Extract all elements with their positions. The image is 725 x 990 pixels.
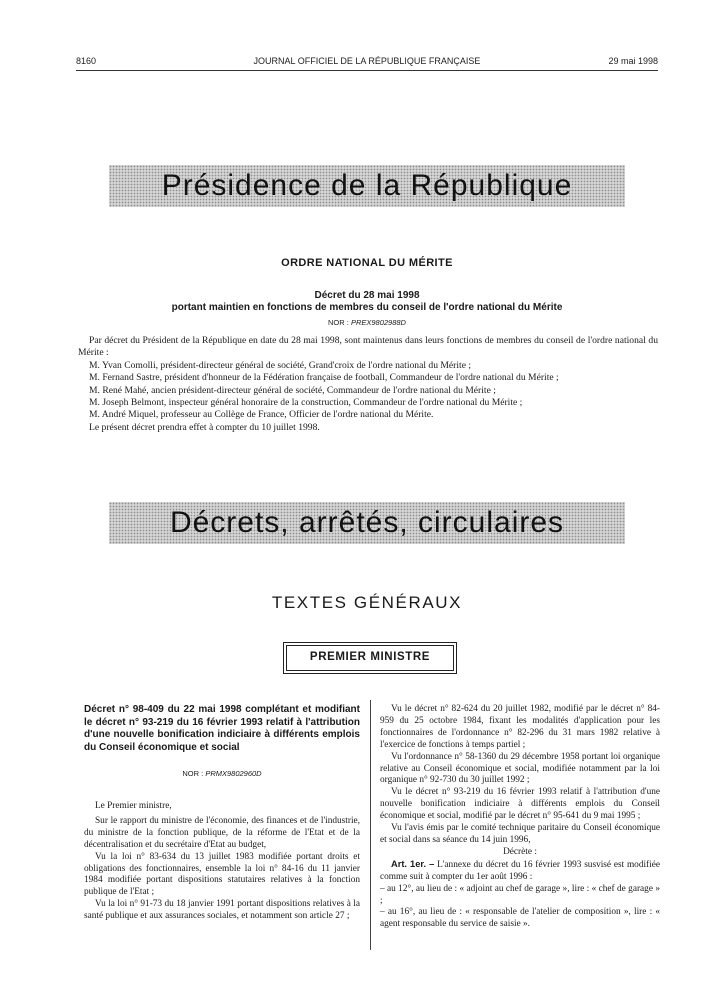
decree-title-line2: portant maintien en fonctions de membres du conseil de l'ordre national du Mérite bbox=[171, 302, 563, 313]
ministry-box: PREMIER MINISTRE bbox=[286, 645, 454, 671]
decree-body bbox=[78, 335, 658, 434]
journal-title: JOURNAL OFFICIEL DE LA RÉPUBLIQUE FRANÇAISE bbox=[253, 56, 481, 66]
paragraph: Vu la loi n° 83-634 du 13 juillet 1983 modifiée portant droits et obligations des fonctionnaires, ensemble la loi n° 84-16 du 11 janvier 1984 modifiée portant dispositions statutaires relatives à la fonction publique de l'Etat ; bbox=[84, 851, 360, 898]
paragraph: Vu l'avis émis par le comité technique paritaire du Conseil économique et social dans sa séance du 14 juin 1996, bbox=[380, 823, 660, 845]
section-banner-presidence: Présidence de la République bbox=[109, 165, 625, 207]
member-line: M. André Miquel, professeur au Collège de France, Officier de l'ordre national du Mérite. bbox=[89, 409, 434, 421]
left-decree-title: Décret n° 98-409 du 22 mai 1998 complétant et modifiant le décret n° 93-219 du 16 février 1993 relatif à l'attribution d'une nouvelle bonification indiciaire à différents emplois du Conseil économique et social bbox=[84, 704, 360, 753]
article-label: Art. 1er. – bbox=[391, 858, 435, 869]
decrete-label: Décrète : bbox=[503, 846, 537, 857]
nor-reference bbox=[76, 318, 658, 327]
paragraph: Vu l'ordonnance n° 58-1360 du 29 décembre 1958 portant loi organique relative au Conseil économique et social, modifiée notamment par la loi organique n° 92-730 du 30 juillet 1992 ; bbox=[380, 751, 660, 786]
nor-label: NOR : bbox=[328, 318, 349, 327]
nor-code: PREX9802988D bbox=[350, 318, 406, 327]
textes-generaux-heading: TEXTES GÉNÉRAUX bbox=[271, 593, 463, 612]
left-nor-reference bbox=[84, 769, 360, 778]
page-number: 8160 bbox=[76, 56, 97, 66]
article-item: – au 16°, au lieu de : « responsable de l'atelier de composition », lire : « agent responsable du service de saisie ». bbox=[380, 907, 660, 930]
member-line: M. Yvan Comolli, président-directeur général de société, Grand'croix de l'ordre national du Mérite ; bbox=[89, 359, 472, 371]
decree-intro: Par décret du Président de la République en date du 28 mai 1998, sont maintenus dans leurs fonctions de membres du conseil de l'ordre national du Mérite : bbox=[78, 335, 658, 359]
running-header bbox=[76, 56, 658, 70]
article-text: L'annexe du décret du 16 février 1993 susvisé est modifiée comme suit à compter du 1er août 1996 : bbox=[380, 859, 660, 882]
article-1 bbox=[380, 859, 660, 884]
paragraph: Vu le décret n° 93-219 du 16 février 1993 relatif à l'attribution d'une nouvelle bonification indiciaire à différents emplois du Conseil économique et social, modifié par le décret n° 95-641 du 9 mai 1995 ; bbox=[380, 787, 660, 822]
decree-title-line1: Décret du 28 mai 1998 bbox=[314, 290, 420, 301]
section-banner-decrets: Décrets, arrêtés, circulaires bbox=[109, 502, 625, 544]
column-divider bbox=[370, 700, 371, 950]
header-rule bbox=[76, 70, 658, 71]
paragraph: Sur le rapport du ministre de l'économie, des finances et de l'industrie, du ministre de la fonction publique, de la réforme de l'Etat et de la décentralisation et du secrétaire d'Etat au budget, bbox=[84, 815, 360, 850]
member-line: M. René Mahé, ancien président-directeur général de société, Commandeur de l'ordre national du Mérite ; bbox=[89, 384, 496, 396]
issue-date: 29 mai 1998 bbox=[608, 56, 658, 66]
member-line: M. Fernand Sastre, président d'honneur de la Fédération française de football, Commandeur de l'ordre national du Mérite ; bbox=[89, 372, 559, 384]
left-column-body bbox=[84, 801, 360, 923]
paragraph: Vu le décret n° 82-624 du 20 juillet 1982, modifié par le décret n° 84-959 du 25 octobre 1984, fixant les modalités d'application pour les fonctionnaires de l'ordonnance n° 82-296 du 31 mars 1982 relative à l'exercice de fonctions à temps partiel ; bbox=[380, 704, 660, 750]
nor-label: NOR : bbox=[182, 769, 204, 778]
paragraph: Vu la loi n° 91-73 du 18 janvier 1991 portant dispositions relatives à la santé publique et aux assurances sociales, et notamment son article 27 ; bbox=[84, 899, 360, 922]
member-line: M. Joseph Belmont, inspecteur général honoraire de la construction, Commandeur de l'ordre national du Mérite ; bbox=[89, 397, 523, 409]
right-column-body bbox=[380, 704, 660, 931]
article-item: – au 12°, au lieu de : « adjoint au chef de garage », lire : « chef de garage » ; bbox=[380, 883, 660, 906]
nor-code: PRMX9802960D bbox=[205, 769, 262, 778]
order-title: ORDRE NATIONAL DU MÉRITE bbox=[281, 257, 453, 269]
decree-closing: Le présent décret prendra effet à compter du 10 juillet 1998. bbox=[89, 421, 320, 433]
paragraph: Le Premier ministre, bbox=[95, 801, 172, 811]
